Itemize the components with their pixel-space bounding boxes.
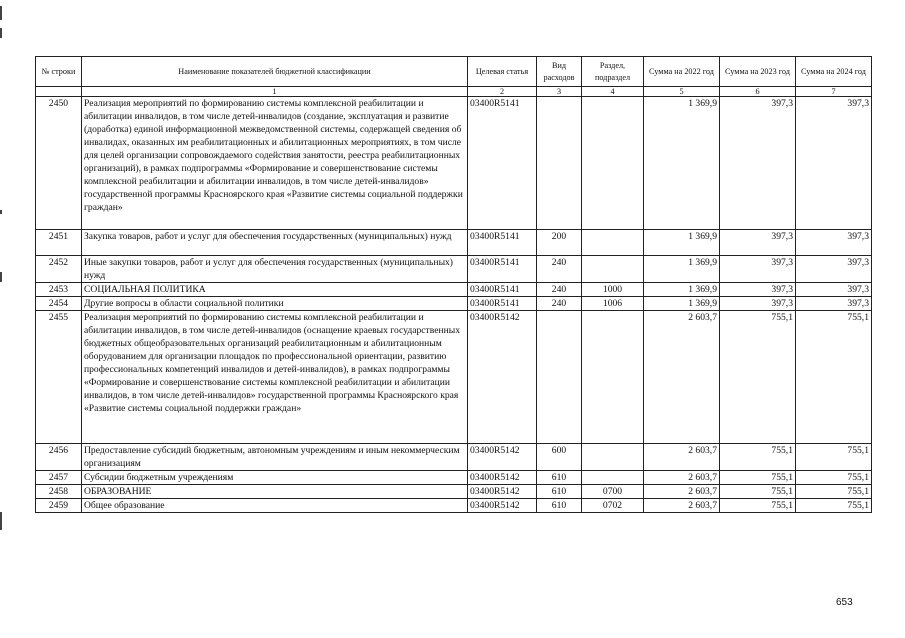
name-cell: Предоставление субсидий бюджетным, автономным учреждениям и иным некоммерческим организациям	[82, 444, 468, 471]
target-article-cell: 03400R5141	[468, 97, 537, 230]
name-cell: Реализация мероприятий по формированию системы комплексной реабилитации и абилитации инвалидов, в том числе детей-инвалидов (создание, эксплуатация и развитие (доработка) единой информационной межведомственной системы, содержащей сведения об инвалидах, оказанных им реабилитационных и абилитационных мероприятиях, в том числе для целей организации сопровождаемого содействия занятости, реестра реабилитационных организаций), в рамках подпрограммы «Формирование и совершенствование системы комплексной реабилитации и абилитации инвалидов, в том числе детей-инвалидов» государственной программы Красноярского края «Развитие системы социальной поддержки граждан»	[82, 97, 468, 230]
section-cell: 0700	[582, 485, 644, 499]
sum-2023-cell: 397,3	[720, 97, 796, 230]
sum-2023-cell: 397,3	[720, 256, 796, 283]
sum-2022-cell: 1 369,9	[644, 283, 720, 297]
row-number-cell: 2454	[36, 297, 82, 311]
sum-2023-cell: 755,1	[720, 499, 796, 513]
row-number-cell: 2456	[36, 444, 82, 471]
sum-2022-cell: 1 369,9	[644, 256, 720, 283]
sum-2023-cell: 397,3	[720, 283, 796, 297]
header-sum-2023: Сумма на 2023 год	[720, 57, 796, 87]
sum-2024-cell: 397,3	[796, 283, 872, 297]
sum-2024-cell: 397,3	[796, 297, 872, 311]
column-number: 5	[644, 87, 720, 97]
row-number-cell: 2450	[36, 97, 82, 230]
table-row	[36, 444, 872, 471]
sum-2022-cell: 2 603,7	[644, 485, 720, 499]
section-cell	[582, 230, 644, 256]
target-article-cell: 03400R5142	[468, 499, 537, 513]
sum-2023-cell: 397,3	[720, 230, 796, 256]
column-number: 4	[582, 87, 644, 97]
column-number-row	[36, 87, 872, 97]
table-header-row	[36, 57, 872, 87]
sum-2023-cell: 755,1	[720, 444, 796, 471]
row-number-cell: 2451	[36, 230, 82, 256]
target-article-cell: 03400R5141	[468, 230, 537, 256]
name-cell: ОБРАЗОВАНИЕ	[82, 485, 468, 499]
target-article-cell: 03400R5142	[468, 471, 537, 485]
header-sum-2022: Сумма на 2022 год	[644, 57, 720, 87]
row-number-cell: 2459	[36, 499, 82, 513]
sum-2023-cell: 397,3	[720, 297, 796, 311]
sum-2024-cell: 755,1	[796, 311, 872, 444]
section-cell	[582, 97, 644, 230]
section-cell: 1000	[582, 283, 644, 297]
sum-2023-cell: 755,1	[720, 311, 796, 444]
row-number-cell: 2455	[36, 311, 82, 444]
table-row	[36, 471, 872, 485]
expense-type-cell: 610	[537, 471, 582, 485]
expense-type-cell: 240	[537, 256, 582, 283]
sum-2022-cell: 1 369,9	[644, 230, 720, 256]
table-row	[36, 311, 872, 444]
expense-type-cell	[537, 97, 582, 230]
target-article-cell: 03400R5142	[468, 311, 537, 444]
section-cell	[582, 256, 644, 283]
row-number-cell: 2452	[36, 256, 82, 283]
table-row	[36, 485, 872, 499]
name-cell: Закупка товаров, работ и услуг для обеспечения государственных (муниципальных) нужд	[82, 230, 468, 256]
target-article-cell: 03400R5142	[468, 485, 537, 499]
sum-2024-cell: 397,3	[796, 256, 872, 283]
sum-2024-cell: 755,1	[796, 471, 872, 485]
expense-type-cell: 240	[537, 283, 582, 297]
sum-2023-cell: 755,1	[720, 471, 796, 485]
row-number-cell: 2453	[36, 283, 82, 297]
column-number	[36, 87, 82, 97]
name-cell: Реализация мероприятий по формированию системы комплексной реабилитации и абилитации инвалидов, в том числе детей-инвалидов (оснащение краевых государственных бюджетных общеобразовательных организаций реабилитационным и абилитационным оборудованием для организации площадок по профессиональной ориентации, развитию профессиональных компетенций инвалидов и детей-инвалидов), в рамках подпрограммы «Формирование и совершенствование системы комплексной реабилитации и абилитации инвалидов, в том числе детей-инвалидов» государственной программы Красноярского края «Развитие системы социальной поддержки граждан»	[82, 311, 468, 444]
target-article-cell: 03400R5142	[468, 444, 537, 471]
target-article-cell: 03400R5141	[468, 283, 537, 297]
section-cell	[582, 311, 644, 444]
name-cell: СОЦИАЛЬНАЯ ПОЛИТИКА	[82, 283, 468, 297]
header-expense-type: Вид расходов	[537, 57, 582, 87]
expense-type-cell: 600	[537, 444, 582, 471]
name-cell: Другие вопросы в области социальной политики	[82, 297, 468, 311]
section-cell: 1006	[582, 297, 644, 311]
row-number-cell: 2458	[36, 485, 82, 499]
expense-type-cell: 200	[537, 230, 582, 256]
column-number: 1	[82, 87, 468, 97]
expense-type-cell: 240	[537, 297, 582, 311]
table-row	[36, 297, 872, 311]
expense-type-cell	[537, 311, 582, 444]
section-cell	[582, 444, 644, 471]
table-row	[36, 283, 872, 297]
header-row-number: № строки	[36, 57, 82, 87]
name-cell: Общее образование	[82, 499, 468, 513]
sum-2023-cell: 755,1	[720, 485, 796, 499]
header-section: Раздел, подраздел	[582, 57, 644, 87]
sum-2024-cell: 397,3	[796, 230, 872, 256]
table-row	[36, 97, 872, 230]
expense-type-cell: 610	[537, 485, 582, 499]
name-cell: Субсидии бюджетным учреждениям	[82, 471, 468, 485]
sum-2022-cell: 2 603,7	[644, 311, 720, 444]
table-row	[36, 230, 872, 256]
expense-type-cell: 610	[537, 499, 582, 513]
sum-2024-cell: 397,3	[796, 97, 872, 230]
budget-classification-table	[35, 56, 872, 513]
table-row	[36, 256, 872, 283]
sum-2022-cell: 2 603,7	[644, 499, 720, 513]
name-cell: Иные закупки товаров, работ и услуг для обеспечения государственных (муниципальных) нужд	[82, 256, 468, 283]
sum-2024-cell: 755,1	[796, 444, 872, 471]
section-cell: 0702	[582, 499, 644, 513]
column-number: 6	[720, 87, 796, 97]
row-number-cell: 2457	[36, 471, 82, 485]
sum-2022-cell: 2 603,7	[644, 444, 720, 471]
scan-edge-marks	[0, 0, 4, 638]
table-row	[36, 499, 872, 513]
sum-2024-cell: 755,1	[796, 485, 872, 499]
header-name: Наименование показателей бюджетной классификации	[82, 57, 468, 87]
page-number: 653	[836, 597, 853, 608]
sum-2022-cell: 2 603,7	[644, 471, 720, 485]
target-article-cell: 03400R5141	[468, 256, 537, 283]
column-number: 7	[796, 87, 872, 97]
column-number: 3	[537, 87, 582, 97]
sum-2024-cell: 755,1	[796, 499, 872, 513]
sum-2022-cell: 1 369,9	[644, 97, 720, 230]
section-cell	[582, 471, 644, 485]
header-sum-2024: Сумма на 2024 год	[796, 57, 872, 87]
header-target-article: Целевая статья	[468, 57, 537, 87]
target-article-cell: 03400R5141	[468, 297, 537, 311]
sum-2022-cell: 1 369,9	[644, 297, 720, 311]
column-number: 2	[468, 87, 537, 97]
